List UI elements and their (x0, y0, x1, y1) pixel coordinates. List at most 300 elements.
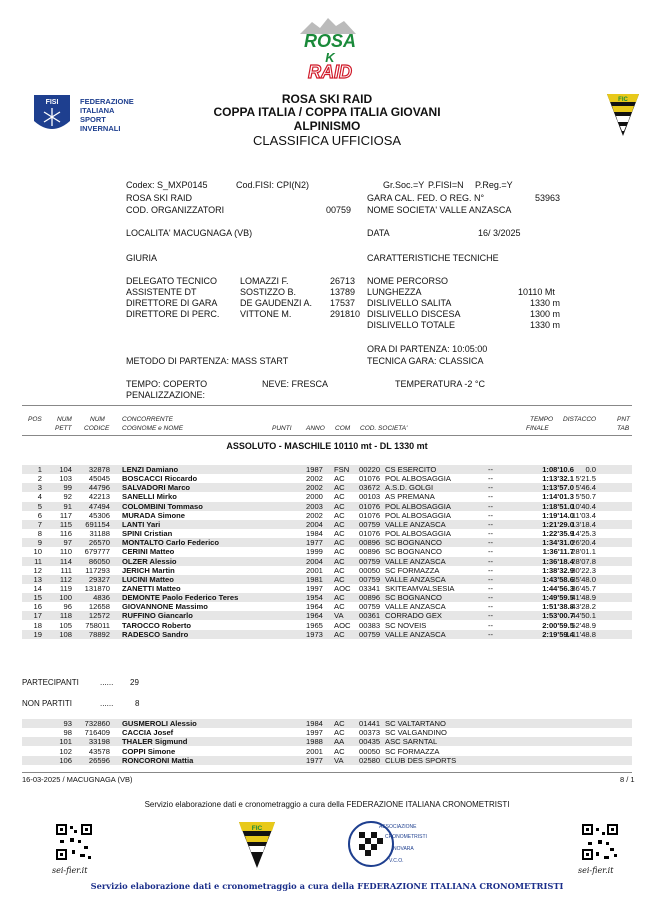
col-finale: FINALE (526, 425, 549, 432)
logo-rosa: ROSA (303, 31, 357, 51)
cell-tempo: 1:36'11.7 (542, 547, 574, 557)
cell-com: AC (334, 501, 345, 511)
cell-dash: -- (488, 474, 494, 484)
cell-dist: 0.0 (585, 465, 596, 474)
cell-tempo: 1:14'01.3 (542, 492, 574, 502)
data-label: DATA (367, 228, 390, 238)
cell-soc: CS ESERCITO (385, 465, 437, 474)
cell-dist: 28'07.8 (571, 556, 596, 566)
disl-discesa-label: DISLIVELLO DISCESA (367, 309, 461, 319)
col-com: COM (335, 425, 351, 432)
cell-pos: 14 (33, 583, 42, 593)
cell-pett: 92 (63, 492, 72, 502)
cell-soc: POL ALBOSAGGIA (385, 474, 451, 484)
localita: LOCALITA' MACUGNAGA (VB) (126, 228, 253, 238)
cell-cod: 00759 (359, 602, 381, 612)
col-num-codice: NUM (90, 416, 105, 423)
cell-name: GIOVANNONE Massimo (122, 602, 208, 612)
gara-cal-number: 53963 (535, 193, 561, 203)
cell-code: 691154 (85, 519, 110, 529)
dg-code: 17537 (330, 298, 356, 308)
cell-pett: 115 (59, 519, 72, 529)
cell-pett: 108 (59, 629, 72, 639)
seifier-right[interactable]: sei-fier.it (578, 866, 614, 875)
codex: Codex: S_MXP0145 (126, 180, 208, 190)
col-num-codice-2: CODICE (84, 425, 110, 432)
cell-soc: VALLE ANZASCA (385, 556, 446, 566)
cod-org-value: 00759 (326, 205, 352, 215)
tecnica-gara: TECNICA GARA: CLASSICA (367, 356, 484, 366)
cell-soc: VALLE ANZASCA (385, 629, 446, 639)
cell-code: 86050 (88, 556, 110, 566)
cell-code: 29327 (88, 574, 110, 584)
cell-com: AC (334, 547, 345, 557)
list-item (22, 756, 632, 765)
assoc-line: V.C.O. (389, 858, 404, 864)
nome-percorso: NOME PERCORSO (367, 276, 449, 286)
table-row (22, 584, 632, 593)
assoc-line: CRONOMETRISTI (385, 834, 427, 840)
cell-pett: 112 (59, 574, 72, 584)
title-cup: COPPA ITALIA / COPPA ITALIA GIOVANI (213, 105, 441, 119)
cell-cod: 00759 (359, 556, 381, 566)
cell-soc: POL ALBOSAGGIA (385, 501, 451, 511)
cell-anno: 1977 (306, 538, 323, 548)
cell-anno: 1964 (306, 611, 323, 621)
cell-com: AC (334, 492, 345, 502)
gr-soc: Gr.Soc.=Y (383, 180, 425, 190)
assoc-line: NOVARA (393, 846, 414, 852)
cell-dash: -- (488, 620, 494, 630)
non-partiti-value: 8 (135, 699, 140, 708)
partecipanti-label: PARTECIPANTI (22, 678, 79, 687)
cell-pos: 16 (33, 602, 42, 612)
cell-soc: SC FORMAZZA (385, 746, 440, 756)
cell-pos: 7 (37, 519, 42, 529)
cell-cod: 00896 (359, 593, 381, 603)
cell-soc: POL ALBOSAGGIA (385, 529, 451, 539)
lunghezza-value: 10110 Mt (518, 287, 555, 297)
cell-code: 42213 (88, 492, 110, 502)
cell-code: 45045 (88, 474, 110, 484)
cell-name: GUSMEROLI Alessio (122, 719, 197, 728)
dp-code: 291810 (330, 309, 361, 319)
table-row (22, 557, 632, 566)
logo-k: K (325, 50, 335, 65)
fic-logo-bottom (235, 818, 279, 877)
cell-pett: 101 (59, 737, 72, 747)
table-row (22, 465, 632, 474)
lunghezza-label: LUNGHEZZA (367, 287, 422, 297)
title-race: ROSA SKI RAID (281, 92, 373, 106)
table-row (22, 502, 632, 511)
cell-cod: 01441 (359, 719, 381, 728)
cell-anno: 1981 (306, 574, 323, 584)
disl-salita-value: 1330 m (530, 298, 561, 308)
giuria: GIURIA (126, 253, 158, 263)
cell-com: AC (334, 746, 345, 756)
seifier-left[interactable]: sei-fier.it (52, 866, 88, 875)
cell-soc: VALLE ANZASCA (385, 574, 446, 584)
header-divider (22, 405, 632, 406)
cell-dist: 14'25.3 (571, 529, 596, 539)
cell-code: 117293 (85, 565, 110, 575)
cell-tempo: 1:49'59.5 (542, 593, 574, 603)
col-distacco: DISTACCO (563, 416, 597, 423)
col-punti: PUNTI (272, 425, 292, 432)
dt-code: 26713 (330, 276, 356, 286)
fisi-line: ITALIANA (80, 106, 115, 115)
cell-dash: -- (488, 629, 494, 639)
col-tab: TAB (617, 425, 630, 432)
cell-dist: 43'28.2 (571, 602, 596, 612)
cell-cod: 00361 (359, 611, 381, 621)
dp-name: VITTONE M. (240, 309, 292, 319)
list-item (22, 719, 632, 728)
footer-divider (22, 772, 632, 773)
cell-pett: 96 (63, 602, 72, 612)
cell-soc: SC BOGNANCO (385, 547, 442, 557)
cell-dash: -- (488, 565, 494, 575)
table-row (22, 630, 632, 639)
svg-text:FIC: FIC (618, 97, 628, 103)
cell-pos: 1 (37, 465, 42, 474)
cell-cod: 03341 (359, 583, 381, 593)
adt-name: SOSTIZZO B. (240, 287, 297, 297)
cell-com: AC (334, 602, 345, 612)
cell-com: VA (334, 755, 344, 765)
cell-pos: 8 (37, 529, 42, 539)
cell-code: 26570 (88, 538, 110, 548)
cell-pett: 106 (59, 755, 72, 765)
col-num-pett-2: PETT (55, 425, 72, 432)
non-partiti-dots: ...... (100, 699, 114, 708)
table-row (22, 593, 632, 602)
cell-pos: 9 (37, 538, 42, 548)
cell-name: BOSCACCI Riccardo (122, 474, 198, 484)
cell-name: MURADA Simone (122, 510, 186, 520)
footer-date-place: 16-03-2025 / MACUGNAGA (VB) (22, 775, 133, 784)
cell-com: AOC (334, 620, 351, 630)
cell-anno: 1999 (306, 547, 323, 557)
cell-pos: 19 (33, 629, 42, 639)
title-classification: CLASSIFICA UFFICIOSA (252, 133, 402, 148)
cell-tempo: 1:38'32.9 (542, 565, 574, 575)
cell-name: TAROCCO Roberto (122, 620, 192, 630)
table-row (22, 492, 632, 501)
cell-dist: 5'46.4 (575, 483, 596, 493)
col-tempo: TEMPO (530, 416, 554, 423)
disl-totale-value: 1330 m (530, 320, 561, 330)
cell-tempo: 1:18'51.0 (542, 501, 574, 511)
cell-dash: -- (488, 547, 494, 557)
fisi-line: INVERNALI (80, 124, 121, 133)
list-item (22, 747, 632, 756)
fisi-line: SPORT (80, 115, 106, 124)
cell-name: LANTI Yari (122, 519, 161, 529)
cell-com: AC (334, 556, 345, 566)
data-value: 16/ 3/2025 (478, 228, 521, 238)
cell-cod: 00759 (359, 519, 381, 529)
cell-com: AC (334, 593, 345, 603)
cell-soc: SC BOGNANCO (385, 593, 442, 603)
cell-com: AC (334, 483, 345, 493)
neve: NEVE: FRESCA (262, 379, 329, 389)
cell-pett: 111 (60, 565, 72, 575)
cell-anno: 2001 (306, 565, 323, 575)
fisi-abbr: FISI (45, 99, 59, 106)
table-header-divider (22, 435, 632, 436)
cell-dist: 5'50.7 (575, 492, 596, 502)
col-pos: POS (28, 416, 42, 423)
col-cognome-nome: COGNOME e NOME (122, 425, 184, 432)
cell-code: 12658 (88, 602, 110, 612)
cell-soc: SC BOGNANCO (385, 538, 442, 548)
cell-cod: 01076 (359, 474, 381, 484)
rosa-ski-raid-logo (270, 12, 390, 82)
cell-pett: 98 (63, 728, 72, 738)
cell-anno: 2002 (306, 474, 323, 484)
cell-code: 131870 (84, 583, 110, 593)
cell-pos: 17 (33, 611, 42, 621)
cell-anno: 1997 (306, 583, 323, 593)
cell-tempo: 2:00'59.5 (542, 620, 574, 630)
cell-com: AC (334, 719, 345, 728)
race-name: ROSA SKI RAID (126, 193, 193, 203)
cell-code: 32878 (88, 465, 110, 474)
cell-anno: 1984 (306, 719, 323, 728)
cell-code: 4836 (93, 593, 110, 603)
cell-anno: 2002 (306, 483, 323, 493)
temperatura: TEMPERATURA -2 °C (395, 379, 485, 389)
title-discipline: ALPINISMO (293, 119, 361, 133)
cell-pos: 18 (33, 620, 42, 630)
cell-soc: CORRADO GEX (385, 611, 442, 621)
dt-label: DELEGATO TECNICO (126, 276, 218, 286)
cell-pett: 114 (59, 556, 72, 566)
cell-code: 679777 (84, 547, 110, 557)
cell-dist: 44'50.1 (571, 611, 596, 621)
cell-code: 12572 (88, 611, 110, 621)
cell-anno: 1965 (306, 620, 323, 630)
cell-tempo: 1:36'18.4 (542, 556, 574, 566)
cell-name: ZANETTI Matteo (122, 583, 181, 593)
cell-name: SANELLI Mirko (122, 492, 177, 502)
cell-pett: 100 (59, 593, 72, 603)
cell-pos: 5 (37, 501, 42, 511)
cell-name: JERICH Martin (122, 565, 175, 575)
cell-name: LUCINI Matteo (122, 574, 174, 584)
cell-tempo: 1:08'10.6 (542, 465, 574, 474)
list-item (22, 737, 632, 746)
cell-tempo: 1:13'32.1 (542, 474, 574, 484)
dp-label: DIRETTORE DI PERC. (126, 309, 220, 319)
cell-pos: 10 (33, 547, 42, 557)
cell-tempo: 1:53'00.7 (542, 611, 574, 621)
cell-dash: -- (488, 593, 494, 603)
cell-name: LENZI Damiano (122, 465, 179, 474)
cell-pett: 93 (63, 719, 72, 728)
cell-cod: 00896 (359, 547, 381, 557)
cell-anno: 1984 (306, 529, 323, 539)
nome-societa: NOME SOCIETA' VALLE ANZASCA (367, 205, 512, 215)
cell-anno: 1954 (306, 593, 323, 603)
cell-anno: 1987 (306, 465, 323, 474)
cell-dist: 26'20.4 (571, 538, 596, 548)
cell-soc: SKITEAMVALSESIA (385, 583, 455, 593)
cell-name: DEMONTE Paolo Federico Teres (122, 593, 239, 603)
cell-anno: 1964 (306, 602, 323, 612)
cell-cod: 00050 (359, 565, 381, 575)
cell-dash: -- (488, 583, 494, 593)
disl-discesa-value: 1300 m (530, 309, 561, 319)
cell-anno: 1988 (306, 737, 323, 747)
col-pnt: PNT (617, 416, 630, 423)
table-row (22, 621, 632, 630)
cell-com: AC (334, 510, 345, 520)
cell-name: RADESCO Sandro (122, 629, 189, 639)
cell-code: 716409 (84, 728, 110, 738)
cell-soc: CLUB DES SPORTS (385, 755, 457, 765)
cell-soc: SC NOVEIS (385, 620, 427, 630)
page-number: 8 / 1 (620, 775, 635, 784)
cell-dash: -- (488, 611, 494, 621)
cell-dist: 52'48.9 (571, 620, 596, 630)
cell-com: FSN (334, 465, 350, 474)
cell-tempo: 1:44'56.3 (542, 583, 574, 593)
cell-code: 44796 (88, 483, 110, 493)
col-anno: ANNO (306, 425, 325, 432)
cell-pett: 102 (59, 746, 72, 756)
cell-anno: 2003 (306, 501, 323, 511)
gara-cal-label: GARA CAL. FED. O REG. N° (367, 193, 485, 203)
cell-pos: 11 (34, 556, 42, 566)
cell-anno: 2000 (306, 492, 323, 502)
cell-anno: 1973 (306, 629, 323, 639)
cell-dash: -- (488, 501, 494, 511)
table-row (22, 483, 632, 492)
cell-dash: -- (488, 602, 494, 612)
cell-com: AC (334, 629, 345, 639)
cell-soc: VALLE ANZASCA (385, 602, 446, 612)
cell-name: RONCORONI Mattia (122, 755, 194, 765)
adt-label: ASSISTENTE DT (126, 287, 197, 297)
cell-pos: 12 (33, 565, 42, 575)
cell-soc: SC VALTARTANO (385, 719, 446, 728)
table-row (22, 602, 632, 611)
cell-pett: 103 (59, 474, 72, 484)
cell-cod: 01076 (359, 510, 381, 520)
metodo-partenza: METODO DI PARTENZA: MASS START (126, 356, 289, 366)
cell-tempo: 1:13'57.0 (542, 483, 574, 493)
cell-dash: -- (488, 529, 494, 539)
cell-dash: -- (488, 465, 494, 474)
cod-org-label: COD. ORGANIZZATORI (126, 205, 225, 215)
cell-pett: 97 (63, 538, 72, 548)
cell-dist: 5'21.5 (575, 474, 596, 484)
cell-code: 31188 (89, 529, 110, 539)
list-item (22, 728, 632, 737)
cell-name: SALVADORI Marco (122, 483, 191, 493)
cell-dash: -- (488, 483, 494, 493)
cell-tempo: 1:22'35.9 (542, 529, 574, 539)
cell-code: 43578 (88, 746, 110, 756)
associazione-cronometristi-logo (345, 818, 430, 870)
cell-code: 47494 (88, 501, 110, 511)
partecipanti-value: 29 (130, 678, 139, 687)
table-row (22, 511, 632, 520)
cell-dist: 28'01.1 (571, 547, 596, 557)
caratteristiche: CARATTERISTICHE TECNICHE (367, 253, 499, 263)
col-num-pett: NUM (57, 416, 72, 423)
table-row (22, 566, 632, 575)
cell-dist: 10'40.4 (571, 501, 596, 511)
table-row (22, 474, 632, 483)
cell-anno: 1997 (306, 728, 323, 738)
cell-com: AC (334, 728, 345, 738)
partecipanti-dots: ...... (100, 678, 114, 687)
cell-tempo: 1:19'14.0 (542, 510, 574, 520)
cell-dash: -- (488, 574, 494, 584)
cell-cod: 00759 (359, 629, 381, 639)
cell-name: SPINI Cristian (122, 529, 173, 539)
qr-code-left (54, 822, 94, 867)
cell-soc: SC VALGANDINO (385, 728, 447, 738)
cell-com: AA (334, 737, 345, 747)
cell-dist: 1:11'48.8 (565, 629, 596, 639)
cell-name: MONTALTO Carlo Federico (122, 538, 220, 548)
cell-pos: 15 (33, 593, 42, 603)
cell-com: AC (334, 574, 345, 584)
qr-code-right (580, 822, 620, 867)
cell-soc: VALLE ANZASCA (385, 519, 446, 529)
cell-pos: 4 (37, 492, 42, 502)
table-row (22, 547, 632, 556)
cell-dash: -- (488, 538, 494, 548)
non-partiti-label: NON PARTITI (22, 699, 72, 708)
cell-cod: 02580 (359, 755, 381, 765)
cell-com: AOC (334, 583, 351, 593)
svg-text:FIC: FIC (251, 825, 263, 832)
cell-com: AC (334, 538, 345, 548)
cell-cod: 00896 (359, 538, 381, 548)
cell-pett: 104 (59, 465, 72, 474)
cell-pett: 116 (59, 529, 72, 539)
cell-anno: 2001 (306, 746, 323, 756)
cell-tempo: 1:43'58.6 (542, 574, 574, 584)
cell-cod: 01076 (359, 529, 381, 539)
cell-tempo: 2:19'59.4 (542, 629, 574, 639)
cell-pett: 110 (59, 547, 72, 557)
cell-tempo: 1:51'38.8 (542, 602, 574, 612)
penalizzazione: PENALIZZAZIONE: (126, 390, 206, 400)
cell-soc: A.S.D. GOLGI (385, 483, 434, 493)
cell-name: OLZER Alessio (122, 556, 177, 566)
cell-name: COPPI Simone (122, 746, 176, 756)
cell-name: THALER Sigmund (122, 737, 188, 747)
p-reg: P.Reg.=Y (475, 180, 513, 190)
table-row (22, 611, 632, 620)
cell-pos: 2 (37, 474, 42, 484)
cell-pett: 118 (59, 611, 72, 621)
cell-pett: 91 (63, 501, 72, 511)
cell-dist: 41'48.9 (571, 593, 596, 603)
cell-com: AC (334, 529, 345, 539)
cell-anno: 2004 (306, 519, 323, 529)
cell-soc: SC FORMAZZA (385, 565, 440, 575)
cell-com: AC (334, 474, 345, 484)
cell-soc: POL ALBOSAGGIA (385, 510, 451, 520)
